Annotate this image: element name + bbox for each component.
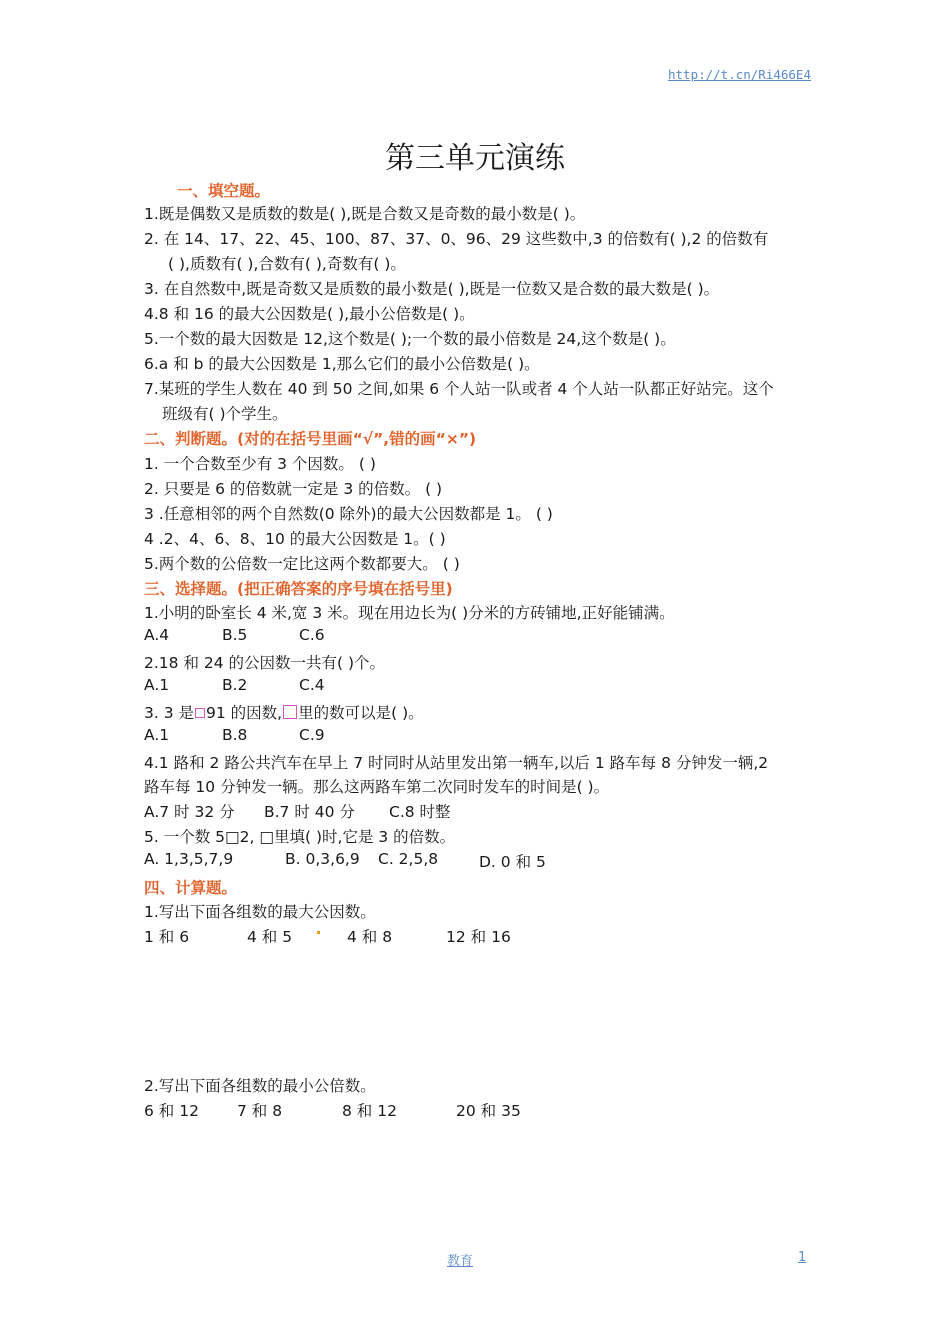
section1-heading: 一、填空题。	[177, 182, 271, 200]
section2-heading: 二、判断题。(对的在括号里画“√”,错的画“×”)	[144, 430, 477, 448]
s2-question-3: 3 .任意相邻的两个自然数(0 除外)的最大公因数都是 1。 ( )	[144, 505, 553, 523]
s3-q1-option-b: B.5	[222, 626, 248, 644]
s1-question-6: 6.a 和 b 的最大公因数是 1,那么它们的最小公倍数是( )。	[144, 355, 540, 373]
blank-box-small	[195, 708, 205, 718]
s4-q2-item-4: 20 和 35	[456, 1102, 521, 1120]
s3-q4-option-b: B.7 时 40 分	[264, 803, 355, 821]
page-number[interactable]: 1	[798, 1250, 807, 1265]
s4-q1-item-4: 12 和 16	[446, 928, 511, 946]
stray-dot	[317, 931, 320, 934]
s3-q1-option-c: C.6	[299, 626, 325, 644]
s3-q2-option-b: B.2	[222, 676, 248, 694]
blank-box	[283, 705, 297, 719]
s3-q3-text-a: 3. 3 是	[144, 704, 195, 722]
s4-q2-item-3: 8 和 12	[342, 1102, 397, 1120]
s1-question-5: 5.一个数的最大因数是 12,这个数是( );一个数的最小倍数是 24,这个数是( )。	[144, 330, 676, 348]
header-url-link[interactable]: http://t.cn/Ri466E4	[668, 67, 811, 82]
s3-question-4-line1: 4.1 路和 2 路公共汽车在早上 7 时同时从站里发出第一辆车,以后 1 路车每 8 分钟发一辆,2	[144, 754, 769, 772]
section4-heading: 四、计算题。	[144, 879, 238, 897]
s3-q3-option-c: C.9	[299, 726, 325, 744]
s3-q3-text-c: 里的数可以是( )。	[298, 704, 424, 722]
s1-question-3: 3. 在自然数中,既是奇数又是质数的最小数是( ),既是一位数又是合数的最大数是( )。	[144, 280, 720, 298]
s4-q1-item-3: 4 和 8	[347, 928, 393, 946]
s3-question-4-line2: 路车每 10 分钟发一辆。那么这两路车第二次同时发车的时间是( )。	[144, 778, 610, 796]
s4-q1-item-1: 1 和 6	[144, 928, 190, 946]
s4-q1-item-2: 4 和 5	[247, 928, 293, 946]
s3-q2-option-a: A.1	[144, 676, 170, 694]
s1-question-7-line1: 7.某班的学生人数在 40 到 50 之间,如果 6 个人站一队或者 4 个人站一队都正好站完。这个	[144, 380, 774, 398]
s1-question-2-line1: 2. 在 14、17、22、45、100、87、37、0、96、29 这些数中,3 的倍数有( ),2 的倍数有	[144, 230, 769, 248]
s3-q4-option-c: C.8 时整	[389, 803, 451, 821]
s3-q5-option-d: D. 0 和 5	[479, 853, 546, 871]
s4-q2-item-2: 7 和 8	[237, 1102, 283, 1120]
s1-question-1: 1.既是偶数又是质数的数是( ),既是合数又是奇数的最小数是( )。	[144, 205, 586, 223]
s3-q5-option-c: C. 2,5,8	[378, 850, 439, 868]
s3-question-2: 2.18 和 24 的公因数一共有( )个。	[144, 654, 386, 672]
s3-q4-option-a: A.7 时 32 分	[144, 803, 235, 821]
s2-question-1: 1. 一个合数至少有 3 个因数。 ( )	[144, 455, 376, 473]
s1-question-7-line2: 班级有( )个学生。	[162, 405, 288, 423]
s2-question-5: 5.两个数的公倍数一定比这两个数都要大。 ( )	[144, 555, 460, 573]
s1-question-4: 4.8 和 16 的最大公因数是( ),最小公倍数是( )。	[144, 305, 475, 323]
section3-heading: 三、选择题。(把正确答案的序号填在括号里)	[144, 580, 453, 598]
s3-q1-option-a: A.4	[144, 626, 170, 644]
s3-q3-option-b: B.8	[222, 726, 248, 744]
s3-question-3	[144, 701, 424, 723]
s3-question-5: 5. 一个数 5□2, □里填( )时,它是 3 的倍数。	[144, 828, 456, 846]
s3-q5-option-b: B. 0,3,6,9	[285, 850, 360, 868]
footer-link[interactable]: 教育	[447, 1254, 474, 1269]
s4-question-2: 2.写出下面各组数的最小公倍数。	[144, 1077, 376, 1095]
s3-q2-option-c: C.4	[299, 676, 325, 694]
page-title: 第三单元演练	[385, 141, 565, 176]
s3-q3-option-a: A.1	[144, 726, 170, 744]
s1-question-2-line2: ( ),质数有( ),合数有( ),奇数有( )。	[168, 255, 406, 273]
s3-q3-text-b: 91 的因数,	[206, 704, 283, 722]
s3-question-1: 1.小明的卧室长 4 米,宽 3 米。现在用边长为( )分米的方砖铺地,正好能铺满。	[144, 604, 675, 622]
s4-q2-item-1: 6 和 12	[144, 1102, 199, 1120]
s3-q5-option-a: A. 1,3,5,7,9	[144, 850, 234, 868]
s2-question-2: 2. 只要是 6 的倍数就一定是 3 的倍数。 ( )	[144, 480, 443, 498]
s2-question-4: 4 .2、4、6、8、10 的最大公因数是 1。( )	[144, 530, 446, 548]
s4-question-1: 1.写出下面各组数的最大公因数。	[144, 903, 376, 921]
